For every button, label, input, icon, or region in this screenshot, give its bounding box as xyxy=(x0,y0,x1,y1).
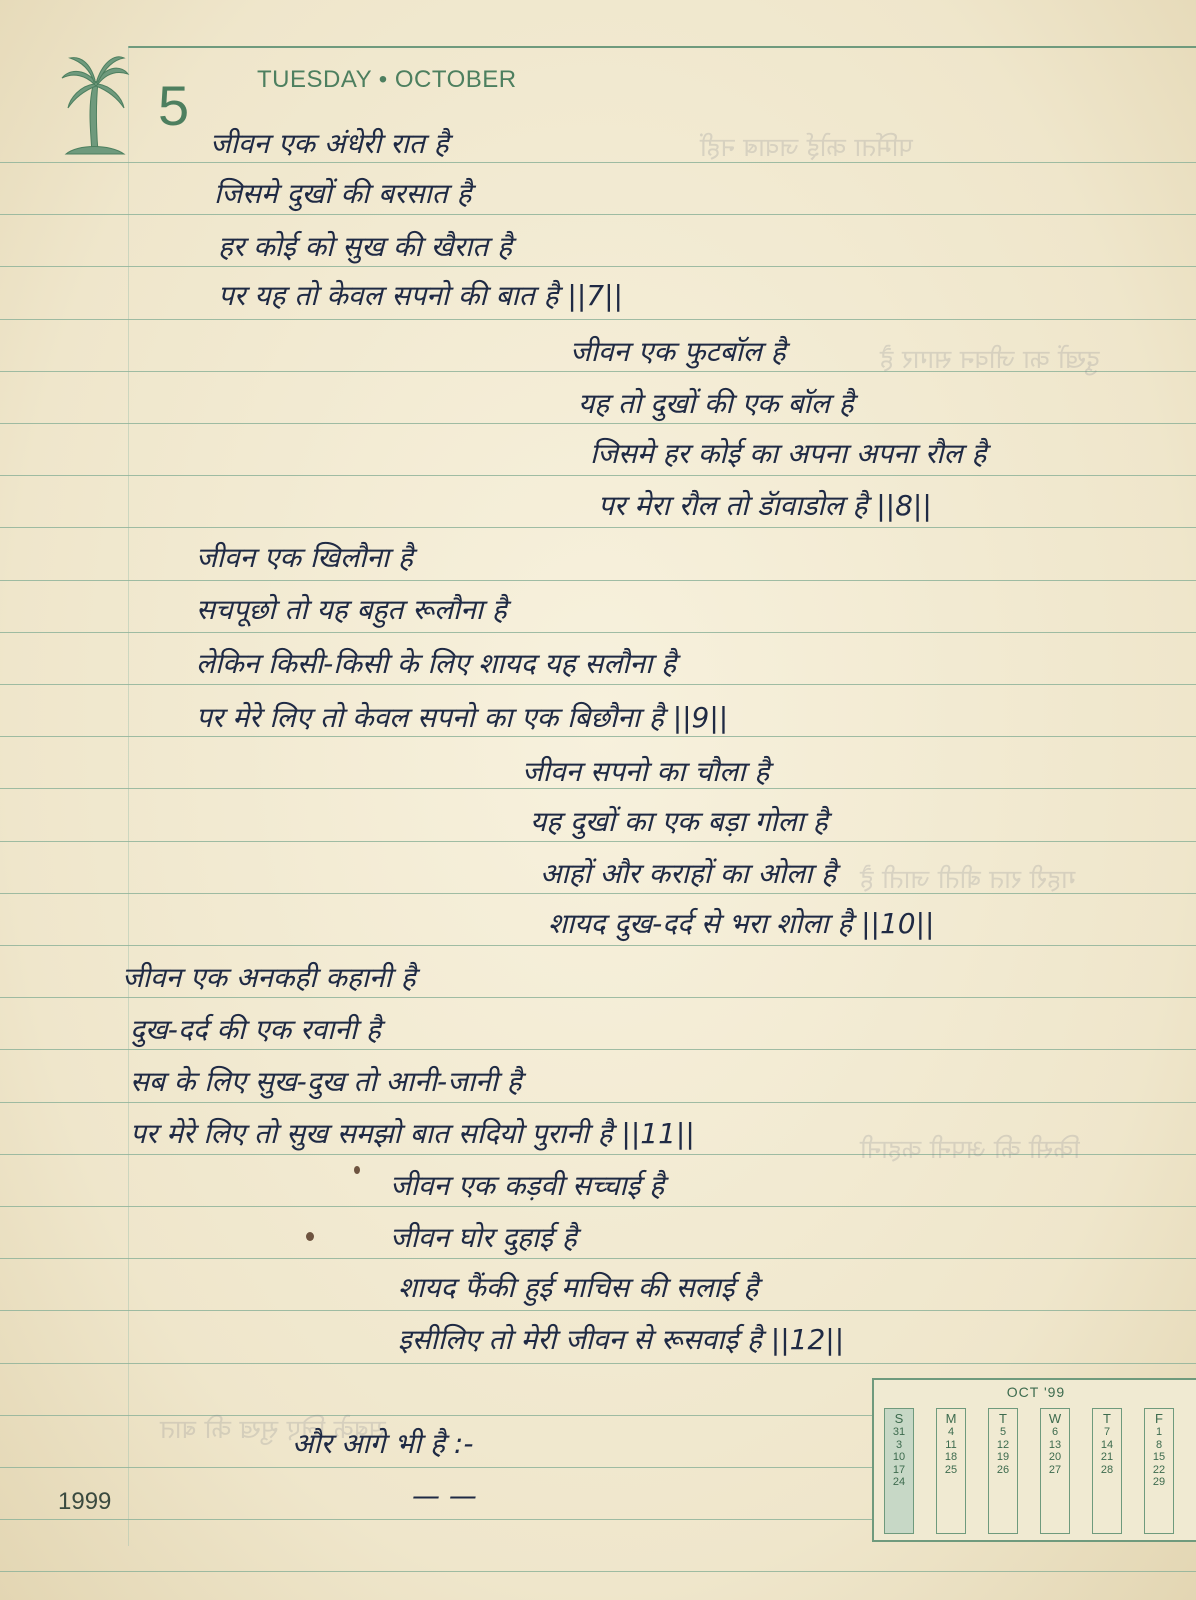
calendar-weekday: S xyxy=(894,1411,904,1426)
poem-line: पर मेरा रौल तो डॅावाडोल है ||8|| xyxy=(598,489,932,522)
calendar-date: 31 xyxy=(892,1426,906,1438)
ruled-line xyxy=(0,1310,1196,1311)
calendar-date: 12 xyxy=(996,1438,1010,1451)
ruled-line xyxy=(0,527,1196,528)
calendar-date: 15 xyxy=(1152,1451,1166,1463)
poem-line: जिसमे हर कोई का अपना अपना रौल है xyxy=(590,437,987,470)
calendar-day-column xyxy=(884,1408,914,1534)
poem-line: पर मेरे लिए तो केवल सपनो का एक बिछौना है ||9|| xyxy=(196,701,729,734)
poem-line: सब के लिए सुख-दुख तो आनी-जानी है xyxy=(130,1065,522,1098)
ruled-line xyxy=(0,580,1196,581)
calendar-date: 21 xyxy=(1100,1451,1114,1463)
mini-calendar xyxy=(872,1378,1196,1542)
calendar-date: 1 xyxy=(1155,1426,1163,1438)
calendar-date: 26 xyxy=(996,1463,1010,1476)
calendar-date: 4 xyxy=(947,1426,955,1438)
calendar-date: 5 xyxy=(999,1426,1007,1438)
poem-line: पर यह तो केवल सपनो की बात है ||7|| xyxy=(218,279,623,312)
ruled-line xyxy=(0,1258,1196,1259)
diary-page: पर्मिता कोई जवाब नहीं दुखों का जीवन सागर है गहरी रात बीती जाती है किसी की अपनी कहानी सबके लिए सुख की बात 5 TUESDAY • OCTOBER जीवन एक अंधेरी रात है जिसमे दुखों की बरसात है हर कोई को सुख की खैरात है पर यह तो केवल सपनो की बात है ||7|| जीवन एक फुटबॉल है यह तो दुखों की एक बॉल है जिसमे हर कोई का अपना अपना रौल है पर मेरा रौल तो डॅावाडोल है ||8|| जीवन एक खिलौना है सचपूछो तो यह बहुत रूलौना है लेकिन किसी-किसी के लिए शायद यह सलौना है पर मेरे लिए तो केवल सपनो का एक बिछौना है ||9|| जीवन सपनो का चौला है यह दुखों का एक बड़ा गोला है आहों और कराहों का ओला है शायद दुख-दर्द से भरा शोला है ||10|| जीवन एक अनकही कहानी है दुख-दर्द की एक रवानी है सब के लिए सुख-दुख तो आनी-जानी है पर मेरे लिए तो सुख समझो बात सदियो पुरानी है ||11|| जीवन एक कड़वी सच्चाई है जीवन घोर दुहाई है शायद फैंकी हुई माचिस की सलाई है इसीलिए तो मेरी जीवन से रूसवाई है ||12|| और आगे भी है :- — — 1999 OCT '99 S 31 3 10 17 24 M 4 11 18 25 T 5 12 19 26 W 6 13 20 27 T 7 14 21 28 F 1 8 15 22 29 xyxy=(0,0,1196,1600)
calendar-weekday: W xyxy=(1048,1411,1062,1426)
calendar-day-column xyxy=(1092,1408,1122,1534)
poem-line: जीवन घोर दुहाई है xyxy=(390,1221,577,1254)
continuation-dashes: — — xyxy=(412,1479,477,1512)
palm-tree-icon xyxy=(58,52,130,160)
calendar-date: 28 xyxy=(1100,1463,1114,1476)
poem-line: आहों और कराहों का ओला है xyxy=(540,857,837,890)
calendar-weekday: F xyxy=(1155,1411,1163,1426)
poem-line: जिसमे दुखों की बरसात है xyxy=(214,177,472,210)
calendar-weekday: T xyxy=(999,1411,1007,1426)
calendar-date: 18 xyxy=(944,1451,958,1463)
ruled-line xyxy=(0,1206,1196,1207)
poem-line: जीवन एक अनकही कहानी है xyxy=(122,961,416,994)
poem-line: सचपूछो तो यह बहुत रूलौना है xyxy=(196,593,507,626)
poem-line: यह तो दुखों की एक बॉल है xyxy=(578,387,854,420)
top-rule xyxy=(128,46,1196,48)
calendar-date: 29 xyxy=(1152,1476,1166,1488)
ruled-line xyxy=(0,684,1196,685)
calendar-date: 20 xyxy=(1048,1451,1062,1463)
calendar-date: 14 xyxy=(1100,1438,1114,1451)
poem-line: दुख-दर्द की एक रवानी है xyxy=(130,1013,381,1046)
poem-line: जीवन एक अंधेरी रात है xyxy=(210,127,449,160)
calendar-weekday: M xyxy=(945,1411,957,1426)
day-number: 5 xyxy=(158,74,190,137)
calendar-day-column xyxy=(1040,1408,1070,1534)
poem-line: हर कोई को सुख की खैरात है xyxy=(218,230,513,263)
ruled-line xyxy=(0,841,1196,842)
poem-line: पर मेरे लिए तो सुख समझो बात सदियो पुरानी है ||11|| xyxy=(130,1117,695,1150)
poem-line: इसीलिए तो मेरी जीवन से रूसवाई है ||12|| xyxy=(398,1323,845,1356)
calendar-date: 25 xyxy=(944,1463,958,1476)
ruled-line xyxy=(0,423,1196,424)
ruled-line xyxy=(0,1049,1196,1050)
calendar-date: 19 xyxy=(996,1451,1010,1463)
calendar-month: OCT '99 xyxy=(1006,1384,1066,1400)
ruled-line xyxy=(0,266,1196,267)
calendar-date: 8 xyxy=(1155,1438,1163,1451)
ink-spot xyxy=(306,1232,314,1241)
poem-line: जीवन एक कड़वी सच्चाई है xyxy=(390,1169,665,1202)
calendar-day-column xyxy=(1144,1408,1174,1534)
ruled-line xyxy=(0,214,1196,215)
year-label: 1999 xyxy=(58,1488,112,1515)
calendar-date: 24 xyxy=(892,1476,906,1488)
calendar-date: 3 xyxy=(895,1438,903,1451)
calendar-day-column xyxy=(988,1408,1018,1534)
ink-spot xyxy=(354,1166,360,1174)
ruled-line xyxy=(0,1363,1196,1364)
calendar-date: 22 xyxy=(1152,1463,1166,1476)
calendar-day-column xyxy=(936,1408,966,1534)
ruled-line xyxy=(0,945,1196,946)
ruled-line xyxy=(0,1571,1196,1572)
poem-line: शायद दुख-दर्द से भरा शोला है ||10|| xyxy=(548,907,935,940)
calendar-date: 6 xyxy=(1051,1426,1059,1438)
calendar-date: 17 xyxy=(892,1463,906,1476)
calendar-date: 27 xyxy=(1048,1463,1062,1476)
poem-line: लेकिन किसी-किसी के लिए शायद यह सलौना है xyxy=(196,647,677,680)
poem-line: शायद फैंकी हुई माचिस की सलाई है xyxy=(398,1271,759,1304)
ruled-line xyxy=(0,736,1196,737)
margin-rule xyxy=(128,46,129,1546)
ruled-line xyxy=(0,997,1196,998)
poem-line: जीवन एक फुटबॉल है xyxy=(570,335,786,368)
poem-line: जीवन एक खिलौना है xyxy=(196,541,413,574)
ruled-line xyxy=(0,162,1196,163)
poem-line: जीवन सपनो का चौला है xyxy=(522,755,770,788)
calendar-date: 7 xyxy=(1103,1426,1111,1438)
ruled-line xyxy=(0,1102,1196,1103)
ruled-line xyxy=(0,319,1196,320)
continuation-note: और आगे भी है :- xyxy=(292,1427,474,1460)
calendar-date: 10 xyxy=(892,1451,906,1463)
calendar-date: 11 xyxy=(945,1438,957,1451)
ruled-line xyxy=(0,632,1196,633)
calendar-date: 13 xyxy=(1048,1438,1062,1451)
day-header: TUESDAY • OCTOBER xyxy=(257,66,517,93)
poem-line: यह दुखों का एक बड़ा गोला है xyxy=(530,805,828,838)
ruled-line xyxy=(0,788,1196,789)
calendar-weekday: T xyxy=(1103,1411,1111,1426)
ruled-line xyxy=(0,475,1196,476)
